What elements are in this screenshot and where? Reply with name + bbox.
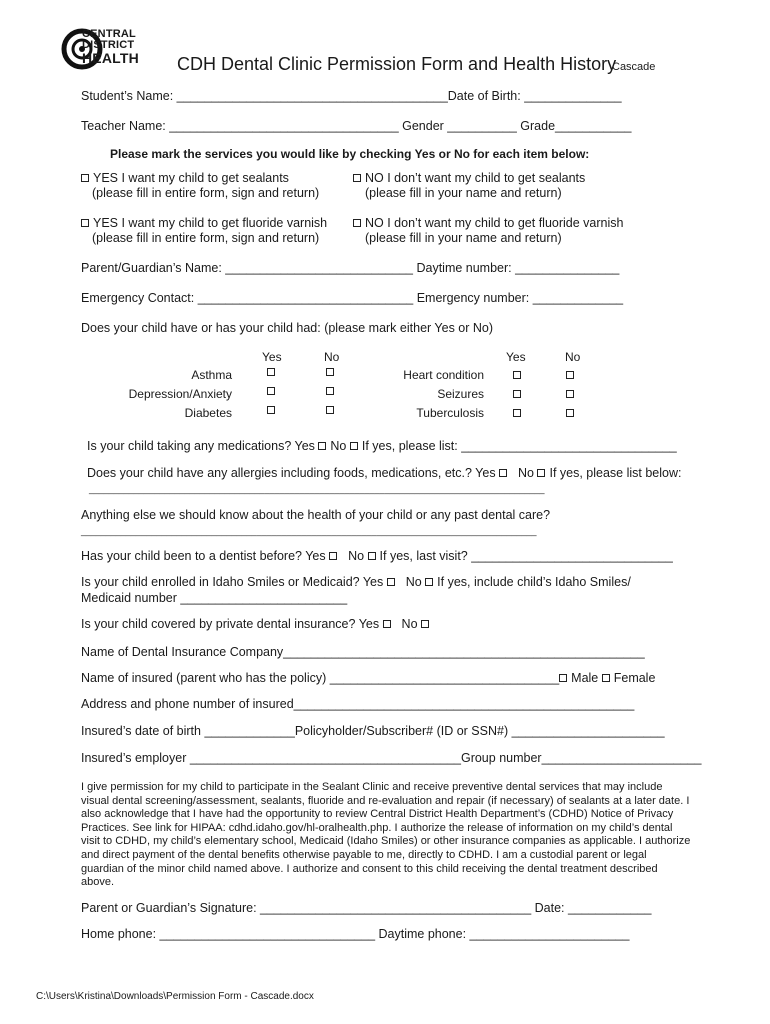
checkbox-icon[interactable] (326, 406, 334, 414)
female-label: Female (613, 671, 656, 685)
checkbox-icon[interactable] (566, 371, 574, 379)
allergies-no-label: No (518, 466, 534, 480)
sealant-no-note: (please fill in your name and return) (365, 186, 562, 200)
medicaid-no-label: No (405, 575, 422, 589)
checkbox-icon[interactable] (267, 406, 275, 414)
fluoride-yes-label: YES I want my child to get fluoride varnish (93, 216, 328, 230)
allergies-list-label: If yes, please list below: (549, 466, 682, 480)
medicaid-number-field[interactable]: Medicaid number ________________________ (81, 591, 348, 605)
emergency-field[interactable]: Emergency Contact: _______________________________ Emergency number: _____________ (81, 291, 624, 305)
condition-label: Heart condition (403, 368, 484, 382)
male-label: Male (571, 671, 599, 685)
dentist-no-label: No (348, 549, 365, 563)
medicaid-include-label: If yes, include child’s Idaho Smiles/ (437, 575, 631, 589)
sealant-yes-label: YES I want my child to get sealants (93, 171, 289, 185)
insured-employer-field[interactable]: Insured’s employer _______________________________________Group number_______________________ (81, 751, 702, 765)
student-field[interactable]: Student’s Name: _______________________________________Date of Birth: ______________ (81, 89, 622, 103)
dentist-question (81, 549, 673, 563)
checkbox-icon[interactable] (513, 409, 521, 417)
dentist-label: Has your child been to a dentist before? Yes (81, 549, 326, 563)
left-yes-header: Yes (262, 350, 282, 364)
condition-label: Diabetes (184, 406, 232, 420)
logo-text (82, 29, 139, 65)
fluoride-yes-note: (please fill in entire form, sign and return) (92, 231, 320, 245)
consent-paragraph: I give permission for my child to participate in the Sealant Clinic and receive preventive dental services that may include visual dental screening/assessment, sealants, fluoride and re-evaluation and repair (if necessary) of sealants at a later date. I also acknowledge that I have had the opportunity to review Central District Health Department’s (CDHD) Notice of Privacy Practices. See link for HIPAA: cdhd.idaho.gov/hl-oralhealth.php. I authorize the release of information on my child’s dental visit to CDHD, my child’s elementary school, Medicaid (Idaho Smiles) or other insurance companies as applicable. I authorize and direct payment of the dental benefits otherwise payable to me, directly to CDHD. I am a custodial parent or legal guardian of the minor child named above. I authorize and consent to this child receiving the dental treatment described above. (81, 781, 691, 889)
checkbox-icon[interactable] (350, 442, 358, 450)
checkbox-icon[interactable] (513, 390, 521, 398)
allergies-line[interactable]: ___________________________________________________________________________________________ (89, 484, 545, 494)
logo-line3: HEALTH (82, 50, 139, 66)
checkbox-icon[interactable] (559, 674, 567, 682)
insured-name-field (81, 671, 655, 685)
medicaid-question (81, 575, 631, 589)
checkbox-icon[interactable] (326, 368, 334, 376)
checkbox-icon[interactable] (513, 371, 521, 379)
left-no-header: No (324, 350, 340, 364)
checkbox-icon[interactable] (566, 390, 574, 398)
teacher-field[interactable]: Teacher Name: _________________________________ Gender __________ Grade___________ (81, 119, 632, 133)
allergies-label: Does your child have any allergies including foods, medications, etc.? Yes (87, 466, 496, 480)
form-subtitle: Cascade (612, 61, 656, 73)
checkbox-icon[interactable] (537, 469, 545, 477)
checkbox-icon[interactable] (566, 409, 574, 417)
checkbox-icon[interactable] (421, 620, 429, 628)
checkbox-icon[interactable] (368, 552, 376, 560)
insured-address-field[interactable]: Address and phone number of insured_________________________________________________ (81, 697, 635, 711)
checkbox-icon[interactable] (267, 368, 275, 376)
anything-line[interactable]: ___________________________________________________________________________________________ (81, 526, 537, 536)
medications-label: Is your child taking any medications? Yes (87, 439, 315, 453)
checkbox-icon[interactable] (425, 578, 433, 586)
checkbox-icon[interactable] (353, 174, 361, 182)
fluoride-yes-option[interactable] (81, 216, 327, 230)
checkbox-icon[interactable] (267, 387, 275, 395)
medications-question (87, 439, 677, 453)
medicaid-label: Is your child enrolled in Idaho Smiles or Medicaid? Yes (81, 575, 384, 589)
instructions: Please mark the services you would like by checking Yes or No for each item below: (110, 147, 590, 161)
checkbox-icon[interactable] (329, 552, 337, 560)
checkbox-icon[interactable] (81, 219, 89, 227)
condition-label: Tuberculosis (416, 406, 484, 420)
form-title: CDH Dental Clinic Permission Form and Health History (177, 54, 617, 74)
medications-list-field[interactable]: If yes, please list: _______________________________ (361, 439, 677, 453)
sealant-no-label: NO I don’t want my child to get sealants (365, 171, 586, 185)
sealant-yes-note: (please fill in entire form, sign and return) (92, 186, 320, 200)
insurance-question (81, 617, 433, 631)
insured-name-label[interactable]: Name of insured (parent who has the policy) _________________________________ (81, 671, 560, 685)
sealant-no-option[interactable] (353, 171, 585, 185)
condition-label: Seizures (437, 387, 484, 401)
checkbox-icon[interactable] (602, 674, 610, 682)
insurance-no-label: No (401, 617, 418, 631)
insurance-company-field[interactable]: Name of Dental Insurance Company____________________________________________________ (81, 645, 645, 659)
allergies-question (87, 466, 682, 480)
checkbox-icon[interactable] (387, 578, 395, 586)
checkbox-icon[interactable] (326, 387, 334, 395)
dentist-last-field[interactable]: If yes, last visit? _____________________________ (379, 549, 673, 563)
phone-field[interactable]: Home phone: _______________________________ Daytime phone: _______________________ (81, 927, 630, 941)
medications-no-label: No (330, 439, 347, 453)
fluoride-no-note: (please fill in your name and return) (365, 231, 562, 245)
logo-line1: CENTRAL (82, 28, 136, 40)
anything-question: Anything else we should know about the health of your child or any past dental care? (81, 508, 551, 522)
checkbox-icon[interactable] (499, 469, 507, 477)
right-no-header: No (565, 350, 581, 364)
signature-field[interactable]: Parent or Guardian’s Signature: _______________________________________ Date: ____________ (81, 901, 652, 915)
condition-label: Depression/Anxiety (128, 387, 232, 401)
checkbox-icon[interactable] (81, 174, 89, 182)
checkbox-icon[interactable] (353, 219, 361, 227)
sealant-yes-option[interactable] (81, 171, 289, 185)
checkbox-icon[interactable] (383, 620, 391, 628)
fluoride-no-option[interactable] (353, 216, 623, 230)
logo-line2: DISTRICT (82, 39, 135, 51)
file-path-footer: C:\Users\Kristina\Downloads\Permission Form - Cascade.docx (36, 991, 314, 1002)
guardian-field[interactable]: Parent/Guardian’s Name: ___________________________ Daytime number: _______________ (81, 261, 620, 275)
fluoride-no-label: NO I don’t want my child to get fluoride varnish (365, 216, 624, 230)
checkbox-icon[interactable] (318, 442, 326, 450)
insurance-label: Is your child covered by private dental insurance? Yes (81, 617, 380, 631)
history-question: Does your child have or has your child had: (please mark either Yes or No) (81, 321, 494, 335)
condition-label: Asthma (191, 368, 232, 382)
right-yes-header: Yes (506, 350, 526, 364)
insured-dob-field[interactable]: Insured’s date of birth _____________Policyholder/Subscriber# (ID or SSN#) ______________________ (81, 724, 665, 738)
